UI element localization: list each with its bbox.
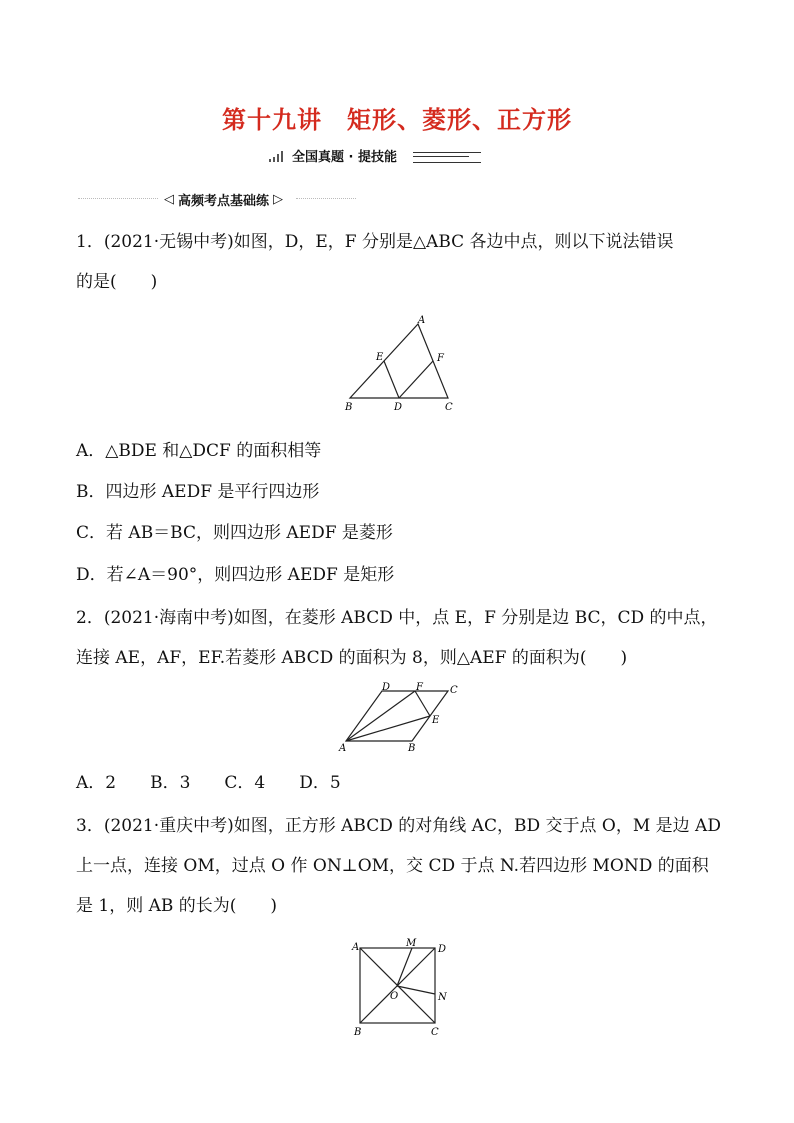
question-1 [76, 222, 726, 302]
subtitle: 全国真题 · 提技能 [292, 150, 397, 165]
question-3 [76, 806, 726, 926]
question-3-line1: 3．(2021·重庆中考)如图，正方形 ABCD 的对角线 AC，BD 交于点 O，M 是边 AD [76, 816, 721, 836]
q2-label-B: B [408, 743, 416, 753]
section-rule-right [296, 198, 356, 199]
q3-label-B: B [354, 1027, 362, 1038]
section-label-group [164, 190, 283, 209]
q3-label-M: M [406, 938, 417, 949]
q1-option-d: D．若∠A＝90°，则四边形 AEDF 是矩形 [76, 565, 395, 585]
right-arrows-icon: ▷ [273, 192, 284, 207]
section-rule-left [78, 198, 158, 199]
q2-label-C: C [450, 685, 458, 696]
figure-q3-square [344, 938, 454, 1040]
q1-label-A: A [418, 315, 426, 326]
section-header [78, 190, 718, 209]
question-1-line2: 的是( ) [76, 272, 158, 292]
question-2-line1: 2．(2021·海南中考)如图，在菱形 ABCD 中，点 E，F 分别是边 BC，CD 的中点， [76, 608, 718, 628]
q3-label-C: C [431, 1027, 439, 1038]
q2-label-A: A [339, 743, 347, 753]
q1-option-c: C．若 AB＝BC，则四边形 AEDF 是菱形 [76, 523, 393, 543]
q1-label-E: E [376, 352, 384, 363]
q1-option-b: B．四边形 AEDF 是平行四边形 [76, 482, 320, 502]
q2-label-E: E [432, 715, 440, 726]
question-3-line3: 是 1，则 AB 的长为( ) [76, 896, 278, 916]
q2-options: A．2 B．3 C．4 D．5 [76, 773, 341, 793]
question-1-line1: 1．(2021·无锡中考)如图，D，E，F 分别是△ABC 各边中点，则以下说法错误 [76, 232, 674, 252]
q3-label-D: D [438, 944, 447, 955]
q3-label-O: O [390, 991, 399, 1002]
q1-label-F: F [437, 353, 444, 364]
question-3-line2: 上一点，连接 OM，过点 O 作 ON⊥OM，交 CD 于点 N.若四边形 MOND 的面积 [76, 856, 709, 876]
subtitle-decoration [413, 152, 481, 163]
question-2-line2: 连接 AE，AF，EF.若菱形 ABCD 的面积为 8，则△AEF 的面积为( ) [76, 648, 628, 668]
page-title: 第十九讲 矩形、菱形、正方形 [222, 106, 572, 134]
signal-bars-icon [268, 150, 286, 162]
q3-label-A: A [352, 942, 360, 953]
section-label: 高频考点基础练 [178, 194, 270, 209]
q3-label-N: N [438, 992, 447, 1003]
question-2 [76, 598, 726, 678]
figure-q2-rhombus [336, 681, 466, 753]
q1-label-D: D [394, 402, 403, 413]
q1-option-a: A．△BDE 和△DCF 的面积相等 [76, 441, 322, 461]
q1-label-B: B [345, 402, 353, 413]
left-arrows-icon: ◁ [164, 192, 174, 207]
q2-label-F: F [416, 682, 423, 693]
subtitle-row [268, 146, 481, 165]
q2-label-D: D [382, 682, 391, 693]
q1-label-C: C [445, 402, 453, 413]
figure-q1-triangle [336, 312, 466, 417]
